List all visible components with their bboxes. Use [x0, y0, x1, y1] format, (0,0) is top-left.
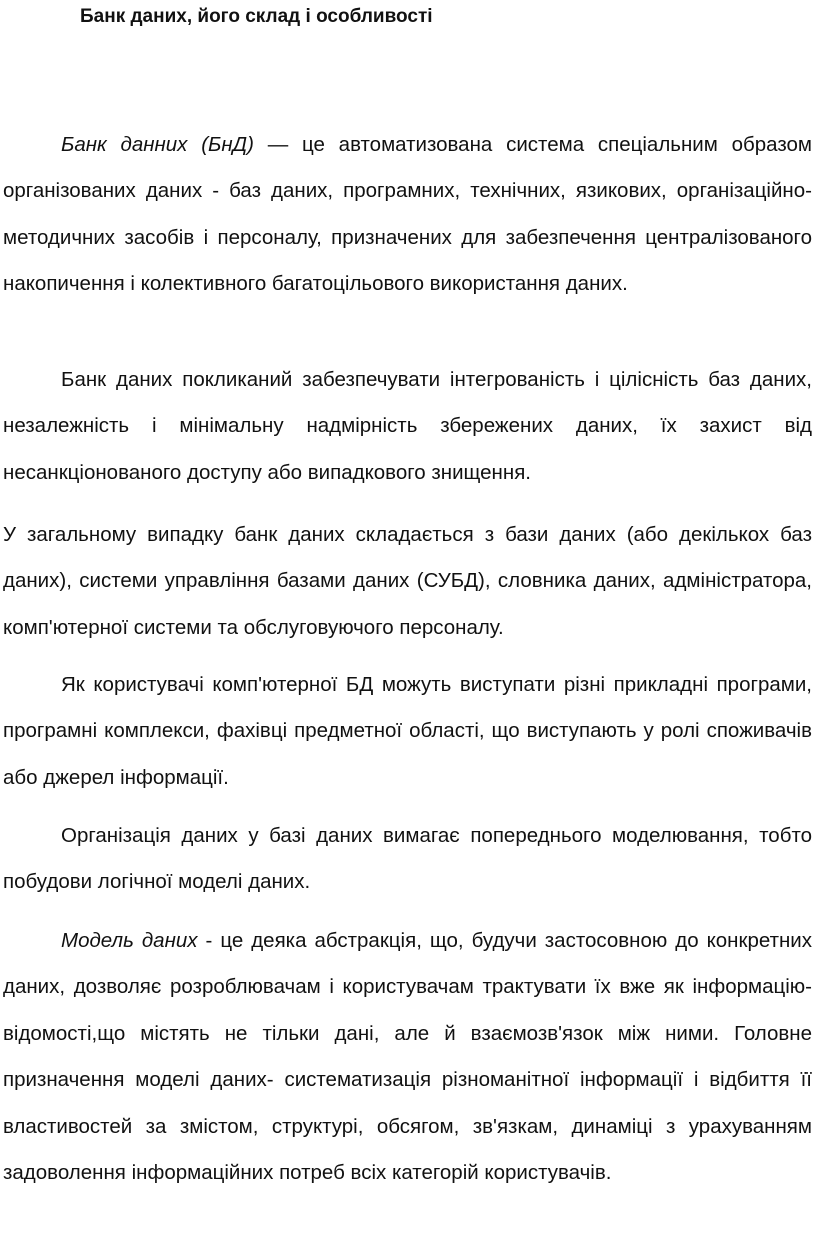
document-title: Банк даних, його склад і особливості [80, 6, 433, 27]
paragraph-text: У загальному випадку банк даних складається з бази даних (або декількох баз даних), системи управління базами даних (СУБД), словника даних, адміністратора, комп'ютерної системи та обслуговуючого персоналу. [3, 523, 812, 639]
paragraph-composition [3, 512, 812, 651]
paragraph-modeling [3, 813, 812, 906]
paragraph-text: Банк даних покликаний забезпечувати інтегрованість і цілісність баз даних, незалежність і мінімальну надмірність збережених даних, їх захист від несанкціонованого доступу або випадкового знищення. [3, 368, 812, 484]
paragraph-data-model [3, 918, 812, 1196]
paragraph-text: - це деяка абстракція, що, будучи застосовною до конкретних даних, дозволяє розроблювачам і користувачам трактувати їх вже як інформацію- відомості,що містять не тільки дані, але й взаємозв'язок між ними. Головне призначення моделі даних- систематизація різноманітної інформації і відбиття її властивостей за змістом, структурі, обсягом, зв'язкам, динаміці з урахуванням задоволення інформаційних потреб всіх категорій користувачів. [3, 929, 813, 1185]
paragraph-users [3, 662, 812, 801]
paragraph-definition [3, 122, 812, 308]
paragraph-text: Організація даних у базі даних вимагає попереднього моделювання, тобто побудови логічної моделі даних. [3, 824, 812, 894]
paragraph-purpose [3, 357, 812, 496]
paragraph-text: — це автоматизована система спеціальним образом організованих даних - баз даних, програмних, технічних, язикових, організаційно-методичних засобів і персоналу, призначених для забезпечення централізованого накопичення і колективного багатоцільового використання даних. [3, 133, 812, 296]
term-data-model: Модель даних [61, 929, 198, 952]
term-databank: Банк данних (БнД) [61, 133, 254, 156]
paragraph-text: Як користувачі комп'ютерної БД можуть виступати різні прикладні програми, програмні комплекси, фахівці предметної області, що виступають у ролі споживачів або джерел інформації. [3, 673, 812, 789]
